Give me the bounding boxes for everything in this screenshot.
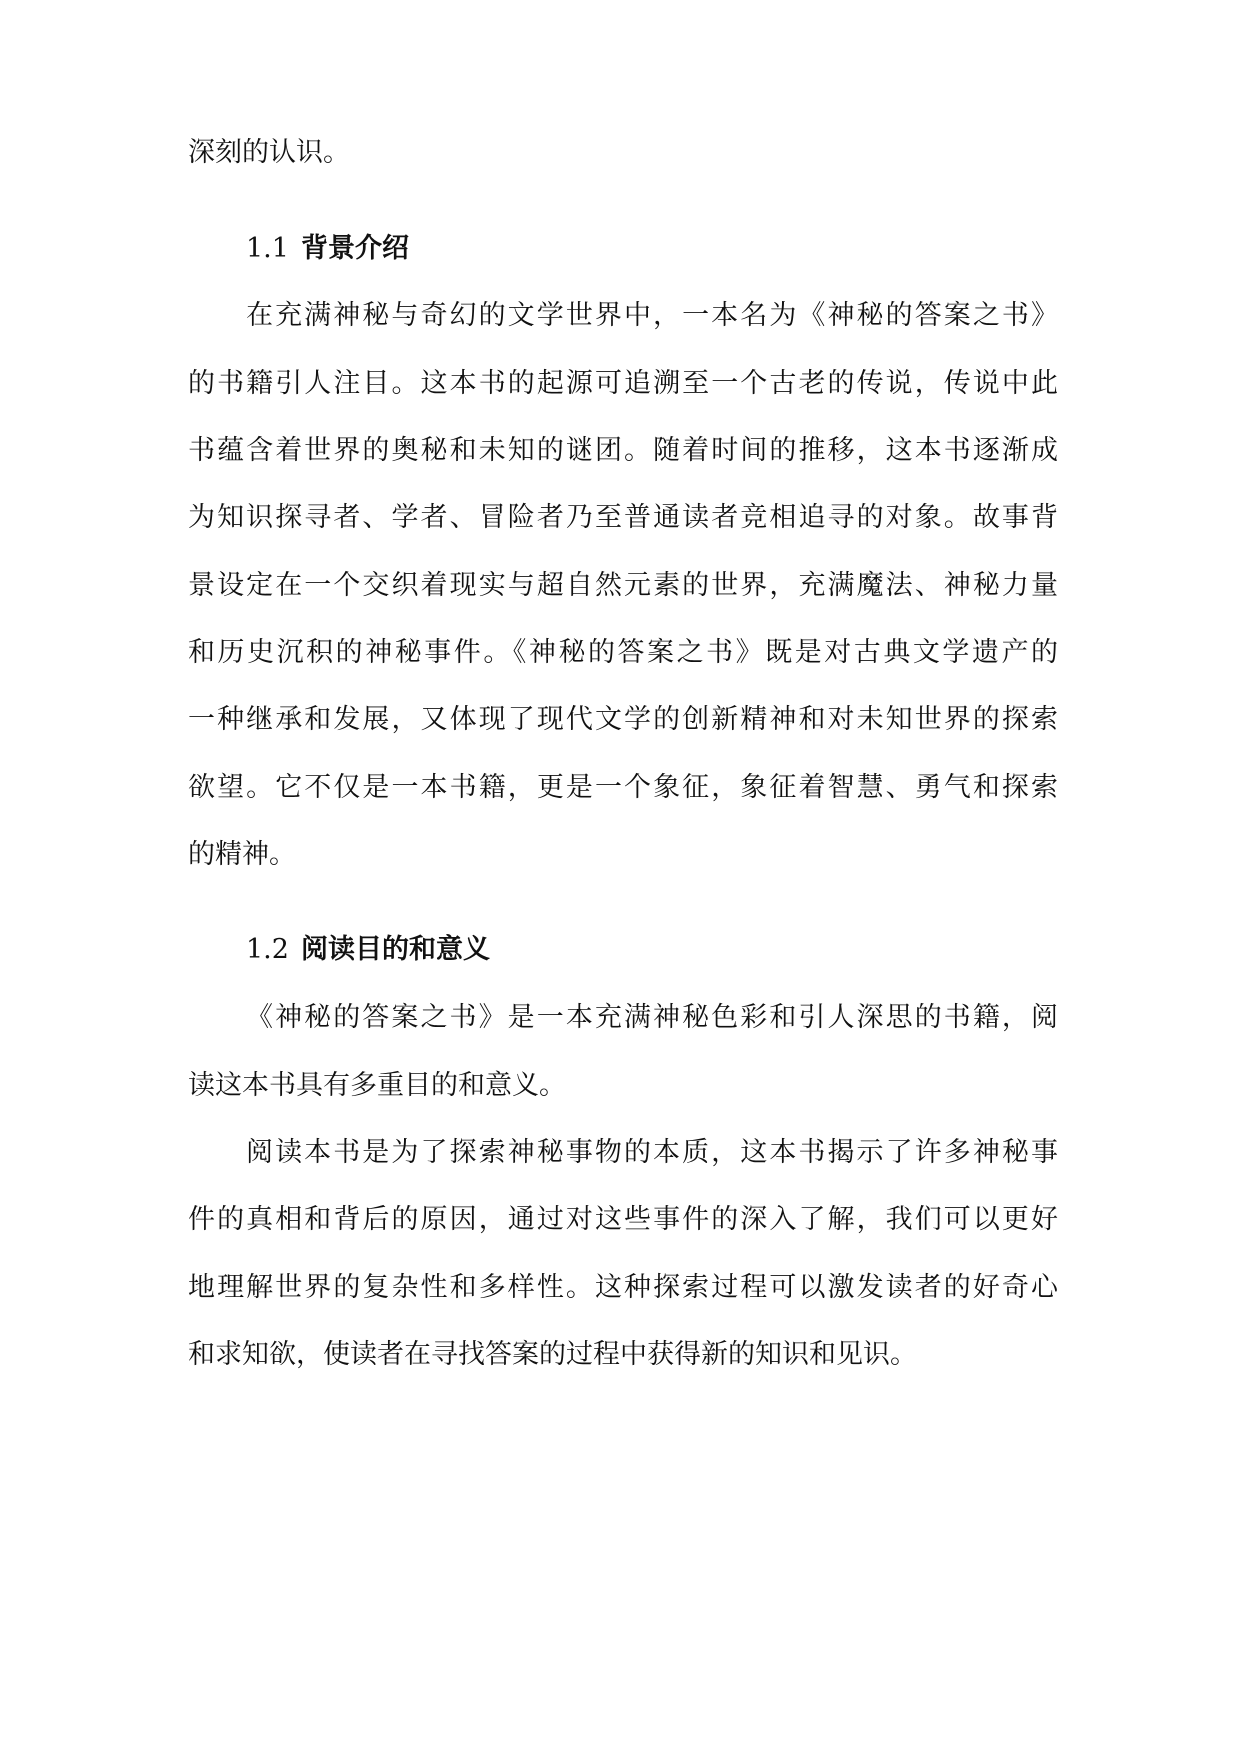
section-title: 背景介绍 (300, 233, 409, 264)
paragraph-line: 和求知欲，使读者在寻找答案的过程中获得新的知识和见识。 (188, 1339, 917, 1370)
paragraph-line: 件的真相和背后的原因，通过对这些事件的深入了解，我们可以更好 (188, 1204, 1058, 1235)
paragraph-line: 阅读本书是为了探索神秘事物的本质，这本书揭示了许多神秘事 (246, 1137, 1058, 1168)
paragraph-continuation-line: 深刻的认识。 (188, 137, 350, 168)
paragraph-line: 欲望。它不仅是一本书籍，更是一个象征，象征着智慧、勇气和探索 (188, 772, 1058, 803)
paragraph-line: 读这本书具有多重目的和意义。 (188, 1070, 566, 1101)
paragraph-line: 地理解世界的复杂性和多样性。这种探索过程可以激发读者的好奇心 (188, 1272, 1058, 1303)
paragraph-line: 的书籍引人注目。这本书的起源可追溯至一个古老的传说，传说中此 (188, 368, 1058, 399)
section-number: 1.2 (246, 934, 289, 965)
section-number: 1.1 (246, 233, 289, 264)
paragraph-line: 在充满神秘与奇幻的文学世界中，一本名为《神秘的答案之书》 (246, 300, 1058, 331)
section-heading-1-2 (246, 930, 490, 970)
section-title: 阅读目的和意义 (300, 934, 490, 965)
paragraph-line: 一种继承和发展，又体现了现代文学的创新精神和对未知世界的探索 (188, 704, 1058, 735)
paragraph-line: 和历史沉积的神秘事件。《神秘的答案之书》既是对古典文学遗产的 (188, 637, 1058, 668)
paragraph-line: 为知识探寻者、学者、冒险者乃至普通读者竞相追寻的对象。故事背 (188, 502, 1058, 533)
paragraph-line: 的精神。 (188, 839, 296, 870)
section-heading-1-1 (246, 229, 409, 269)
paragraph-line: 《神秘的答案之书》是一本充满神秘色彩和引人深思的书籍，阅 (246, 1002, 1058, 1033)
paragraph-line: 景设定在一个交织着现实与超自然元素的世界，充满魔法、神秘力量 (188, 570, 1058, 601)
paragraph-line: 书蕴含着世界的奥秘和未知的谜团。随着时间的推移，这本书逐渐成 (188, 435, 1058, 466)
